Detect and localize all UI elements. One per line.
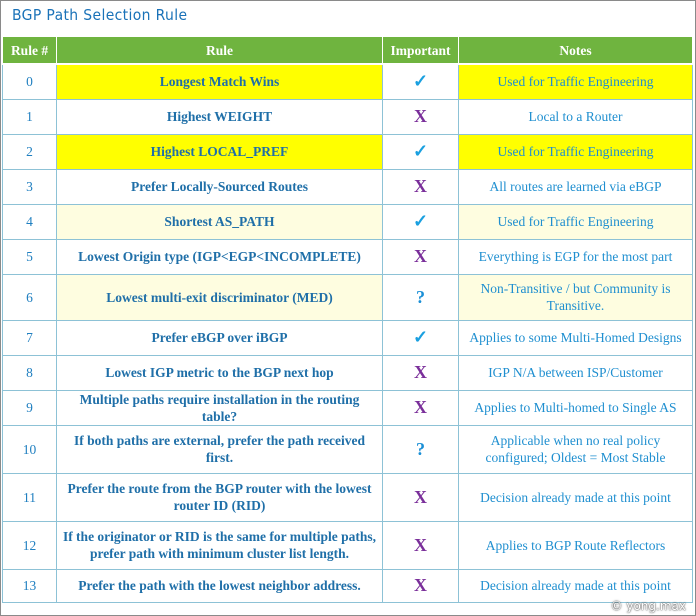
- table-row: [3, 99, 693, 134]
- checkmark-icon: ✓: [383, 204, 459, 239]
- question-mark-icon: ?: [383, 274, 459, 320]
- rule-notes: Used for Traffic Engineering: [459, 134, 693, 169]
- rule-notes: Used for Traffic Engineering: [459, 64, 693, 99]
- rule-notes: Applies to BGP Route Reflectors: [459, 521, 693, 569]
- x-mark-icon: X: [383, 169, 459, 204]
- table-row: [3, 274, 693, 320]
- rule-number: 12: [3, 521, 57, 569]
- checkmark-icon: ✓: [383, 320, 459, 355]
- rule-text: Prefer eBGP over iBGP: [57, 320, 383, 355]
- rule-number: 7: [3, 320, 57, 355]
- rule-number: 8: [3, 355, 57, 390]
- rule-notes: Applicable when no real policy configured; Oldest = Most Stable: [459, 425, 693, 473]
- rule-number: 10: [3, 425, 57, 473]
- rule-notes: Everything is EGP for the most part: [459, 239, 693, 274]
- table-row: [3, 169, 693, 204]
- checkmark-icon: ✓: [383, 134, 459, 169]
- bgp-rules-table: [2, 36, 693, 603]
- page-title: BGP Path Selection Rule: [12, 6, 188, 24]
- rule-notes: Local to a Router: [459, 99, 693, 134]
- rule-notes: Applies to some Multi-Homed Designs: [459, 320, 693, 355]
- rule-text: If both paths are external, prefer the path received first.: [57, 425, 383, 473]
- table-header-row: [3, 37, 693, 65]
- x-mark-icon: X: [383, 390, 459, 425]
- header-important: Important: [383, 37, 459, 65]
- rule-text: Longest Match Wins: [57, 64, 383, 99]
- table-row: [3, 569, 693, 602]
- rule-notes: Used for Traffic Engineering: [459, 204, 693, 239]
- rule-notes: Applies to Multi-homed to Single AS: [459, 390, 693, 425]
- x-mark-icon: X: [383, 239, 459, 274]
- x-mark-icon: X: [383, 355, 459, 390]
- x-mark-icon: X: [383, 521, 459, 569]
- header-rule-num: Rule #: [3, 37, 57, 65]
- x-mark-icon: X: [383, 473, 459, 521]
- table-row: [3, 355, 693, 390]
- rule-number: 13: [3, 569, 57, 602]
- table-row: [3, 473, 693, 521]
- rule-number: 1: [3, 99, 57, 134]
- watermark: © yong.max: [610, 599, 686, 613]
- table-row: [3, 64, 693, 99]
- rule-text: Lowest IGP metric to the BGP next hop: [57, 355, 383, 390]
- header-notes: Notes: [459, 37, 693, 65]
- rule-text: Lowest Origin type (IGP<EGP<INCOMPLETE): [57, 239, 383, 274]
- rule-notes: Decision already made at this point: [459, 473, 693, 521]
- rule-number: 4: [3, 204, 57, 239]
- rule-text: Lowest multi-exit discriminator (MED): [57, 274, 383, 320]
- rule-text: Prefer Locally-Sourced Routes: [57, 169, 383, 204]
- checkmark-icon: ✓: [383, 64, 459, 99]
- rule-number: 11: [3, 473, 57, 521]
- rule-text: If the originator or RID is the same for multiple paths, prefer path with minimum cluster list length.: [57, 521, 383, 569]
- table-row: [3, 425, 693, 473]
- rule-number: 5: [3, 239, 57, 274]
- rule-text: Highest LOCAL_PREF: [57, 134, 383, 169]
- rule-text: Multiple paths require installation in the routing table?: [57, 390, 383, 425]
- rule-text: Prefer the route from the BGP router with the lowest router ID (RID): [57, 473, 383, 521]
- rule-number: 2: [3, 134, 57, 169]
- rule-notes: Decision already made at this point: [459, 569, 693, 602]
- rule-number: 3: [3, 169, 57, 204]
- table-row: [3, 204, 693, 239]
- rule-number: 9: [3, 390, 57, 425]
- rule-notes: IGP N/A between ISP/Customer: [459, 355, 693, 390]
- table-row: [3, 134, 693, 169]
- x-mark-icon: X: [383, 569, 459, 602]
- rule-notes: All routes are learned via eBGP: [459, 169, 693, 204]
- table-row: [3, 320, 693, 355]
- table-row: [3, 390, 693, 425]
- question-mark-icon: ?: [383, 425, 459, 473]
- rule-text: Shortest AS_PATH: [57, 204, 383, 239]
- rule-number: 0: [3, 64, 57, 99]
- rule-text: Prefer the path with the lowest neighbor address.: [57, 569, 383, 602]
- table-row: [3, 521, 693, 569]
- table-row: [3, 239, 693, 274]
- rule-notes: Non-Transitive / but Community is Transitive.: [459, 274, 693, 320]
- rule-number: 6: [3, 274, 57, 320]
- header-rule: Rule: [57, 37, 383, 65]
- x-mark-icon: X: [383, 99, 459, 134]
- rule-text: Highest WEIGHT: [57, 99, 383, 134]
